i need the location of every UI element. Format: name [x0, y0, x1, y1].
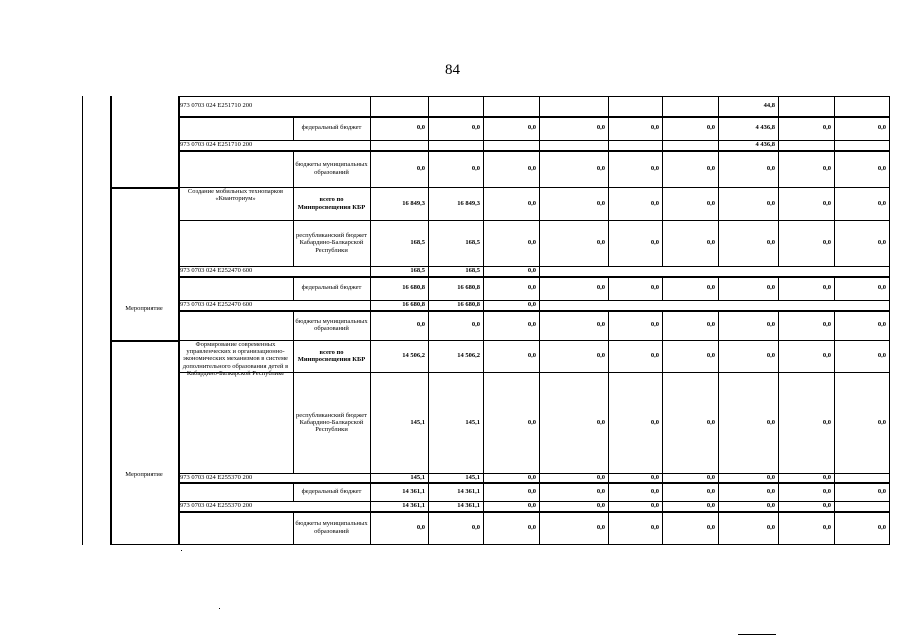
- table-rule: [889, 372, 890, 474]
- value-cell: 0,0: [596, 502, 605, 510]
- table-rule: [889, 116, 890, 141]
- table-rule: [889, 276, 890, 301]
- value-cell: 0,0: [527, 321, 536, 329]
- value-cell: 168,5: [410, 239, 425, 247]
- value-cell: 0,0: [650, 239, 659, 247]
- value-cell: 16 680,8: [457, 284, 480, 292]
- value-cell: 0,0: [822, 284, 831, 292]
- value-cell: 0,0: [527, 239, 536, 247]
- value-cell: 0,0: [877, 523, 886, 531]
- value-cell: 0,0: [650, 502, 659, 510]
- value-cell: 168,5: [465, 267, 480, 275]
- value-cell: 168,5: [465, 239, 480, 247]
- value-cell: 0,0: [822, 487, 831, 495]
- kbk-code: 973 0703 024 E252470 600: [180, 267, 253, 275]
- table-rule: [428, 96, 429, 117]
- value-cell: 0,0: [766, 239, 775, 247]
- value-cell: 0,0: [471, 321, 480, 329]
- value-cell: 44,8: [763, 102, 775, 110]
- value-cell: 0,0: [596, 487, 605, 495]
- value-cell: 0,0: [596, 199, 605, 207]
- value-cell: 0,0: [766, 199, 775, 207]
- value-cell: 0,0: [596, 523, 605, 531]
- value-cell: 0,0: [766, 418, 775, 426]
- value-cell: 0,0: [822, 321, 831, 329]
- value-cell: 0,0: [596, 164, 605, 172]
- kbk-code: 973 0703 024 E252470 600: [180, 301, 253, 309]
- stray-mark: [181, 550, 182, 551]
- funding-source: бюджеты муниципальных образований: [295, 317, 368, 332]
- funding-source: всего по Минпросвещения КБР: [297, 348, 366, 363]
- value-cell: 0,0: [596, 473, 605, 481]
- value-cell: 14 506,2: [402, 352, 425, 360]
- stray-mark: [219, 608, 220, 609]
- value-cell: 0,0: [822, 124, 831, 132]
- value-cell: 0,0: [766, 473, 775, 481]
- value-cell: 0,0: [471, 523, 480, 531]
- value-cell: 0,0: [822, 199, 831, 207]
- value-cell: 0,0: [706, 352, 715, 360]
- value-cell: 0,0: [822, 523, 831, 531]
- value-cell: 145,1: [410, 473, 425, 481]
- kbk-code: 973 0703 024 E255370 200: [180, 473, 253, 481]
- value-cell: 0,0: [650, 352, 659, 360]
- value-cell: 14 361,1: [402, 502, 425, 510]
- value-cell: 14 361,1: [457, 502, 480, 510]
- value-cell: 0,0: [877, 164, 886, 172]
- value-cell: 0,0: [527, 164, 536, 172]
- value-cell: 0,0: [527, 487, 536, 495]
- value-cell: 0,0: [822, 473, 831, 481]
- table-rule: [662, 96, 663, 117]
- kbk-code: 973 0703 024 E255370 200: [180, 502, 253, 510]
- value-cell: 145,1: [465, 418, 480, 426]
- table-rule: [483, 96, 484, 117]
- table-rule: [889, 150, 890, 188]
- value-cell: 0,0: [766, 523, 775, 531]
- value-cell: 0,0: [416, 321, 425, 329]
- table-rule: [889, 310, 890, 341]
- value-cell: 0,0: [877, 199, 886, 207]
- value-cell: 0,0: [706, 284, 715, 292]
- value-cell: 0,0: [877, 418, 886, 426]
- value-cell: 0,0: [877, 321, 886, 329]
- table-rule: [889, 340, 890, 373]
- table-rule: [834, 96, 835, 117]
- value-cell: 14 361,1: [402, 487, 425, 495]
- value-cell: 145,1: [465, 473, 480, 481]
- value-cell: 0,0: [822, 418, 831, 426]
- value-cell: 0,0: [877, 352, 886, 360]
- kbk-code: 973 0703 024 E251710 200: [180, 102, 253, 110]
- value-cell: 14 361,1: [457, 487, 480, 495]
- table-rule: [178, 544, 890, 545]
- value-cell: 0,0: [822, 164, 831, 172]
- value-cell: 0,0: [596, 124, 605, 132]
- value-cell: 0,0: [766, 352, 775, 360]
- value-cell: 0,0: [650, 523, 659, 531]
- footer-rule: [738, 634, 776, 635]
- value-cell: 0,0: [706, 487, 715, 495]
- funding-source: республиканский бюджет Кабардино-Балкарской Республики: [295, 411, 367, 434]
- activity-name: Формирование современных управленческих и организационно-экономических механизмов в системе дополнительного образования детей в Кабардино-Балкарской Республике: [182, 341, 289, 377]
- table-rule: [82, 96, 83, 545]
- value-cell: 0,0: [416, 523, 425, 531]
- value-cell: 0,0: [706, 164, 715, 172]
- value-cell: 0,0: [877, 239, 886, 247]
- table-rule: [889, 187, 890, 221]
- value-cell: 0,0: [822, 502, 831, 510]
- value-cell: 16 849,3: [402, 199, 425, 207]
- value-cell: 0,0: [527, 352, 536, 360]
- value-cell: 0,0: [706, 502, 715, 510]
- value-cell: 0,0: [766, 487, 775, 495]
- value-cell: 0,0: [596, 352, 605, 360]
- value-cell: 0,0: [596, 418, 605, 426]
- value-cell: 0,0: [822, 239, 831, 247]
- value-cell: 0,0: [650, 418, 659, 426]
- value-cell: 0,0: [416, 164, 425, 172]
- value-cell: 16 680,8: [402, 301, 425, 309]
- value-cell: 0,0: [527, 418, 536, 426]
- table-rule: [889, 96, 890, 117]
- funding-source: республиканский бюджет Кабардино-Балкарской Республики: [295, 232, 367, 254]
- value-cell: 0,0: [766, 164, 775, 172]
- value-cell: 168,5: [410, 267, 425, 275]
- value-cell: 0,0: [766, 321, 775, 329]
- value-cell: 0,0: [877, 124, 886, 132]
- table-rule: [539, 96, 540, 117]
- value-cell: 0,0: [527, 284, 536, 292]
- value-cell: 0,0: [471, 164, 480, 172]
- value-cell: 0,0: [527, 523, 536, 531]
- value-cell: 0,0: [650, 321, 659, 329]
- value-cell: 0,0: [650, 284, 659, 292]
- table-rule: [889, 482, 890, 502]
- funding-source: бюджеты муниципальных образований: [295, 161, 368, 176]
- value-cell: 0,0: [822, 352, 831, 360]
- value-cell: 0,0: [527, 502, 536, 510]
- value-cell: 0,0: [471, 124, 480, 132]
- page-number: 84: [445, 62, 460, 78]
- event-label: Мероприятие: [125, 470, 163, 478]
- value-cell: 0,0: [527, 124, 536, 132]
- value-cell: 0,0: [706, 124, 715, 132]
- table-rule: [778, 96, 779, 117]
- funding-source: бюджеты муниципальных образований: [295, 520, 368, 535]
- funding-source: федеральный бюджет: [301, 124, 362, 132]
- event-label: Мероприятие: [125, 304, 163, 312]
- value-cell: 14 506,2: [457, 352, 480, 360]
- value-cell: 0,0: [527, 473, 536, 481]
- table-rule: [608, 96, 609, 117]
- value-cell: 16 849,3: [457, 199, 480, 207]
- table-rule: [718, 96, 719, 117]
- value-cell: 0,0: [766, 284, 775, 292]
- value-cell: 0,0: [706, 199, 715, 207]
- value-cell: 16 680,8: [402, 284, 425, 292]
- value-cell: 0,0: [706, 418, 715, 426]
- table-rule: [889, 220, 890, 267]
- kbk-code: 973 0703 024 E251710 200: [180, 141, 253, 149]
- table-rule: [889, 511, 890, 545]
- value-cell: 0,0: [706, 473, 715, 481]
- value-cell: 0,0: [650, 473, 659, 481]
- activity-name: Создание мобильных технопарков «Кванториум»: [187, 188, 284, 203]
- value-cell: 0,0: [877, 284, 886, 292]
- value-cell: 0,0: [706, 523, 715, 531]
- value-cell: 0,0: [706, 239, 715, 247]
- value-cell: 0,0: [650, 124, 659, 132]
- value-cell: 0,0: [706, 321, 715, 329]
- value-cell: 0,0: [766, 502, 775, 510]
- value-cell: 0,0: [650, 199, 659, 207]
- value-cell: 0,0: [527, 301, 536, 309]
- value-cell: 0,0: [527, 199, 536, 207]
- value-cell: 16 680,8: [457, 301, 480, 309]
- value-cell: 0,0: [416, 124, 425, 132]
- value-cell: 4 436,8: [755, 141, 775, 149]
- value-cell: 0,0: [650, 487, 659, 495]
- funding-source: федеральный бюджет: [301, 487, 362, 495]
- value-cell: 0,0: [527, 267, 536, 275]
- funding-source: федеральный бюджет: [301, 284, 362, 292]
- value-cell: 0,0: [596, 284, 605, 292]
- value-cell: 145,1: [410, 418, 425, 426]
- value-cell: 0,0: [596, 239, 605, 247]
- table-rule: [370, 96, 371, 117]
- value-cell: 0,0: [877, 487, 886, 495]
- funding-source: всего по Минпросвещения КБР: [297, 196, 366, 211]
- value-cell: 0,0: [650, 164, 659, 172]
- value-cell: 0,0: [596, 321, 605, 329]
- value-cell: 4 436,8: [755, 124, 775, 132]
